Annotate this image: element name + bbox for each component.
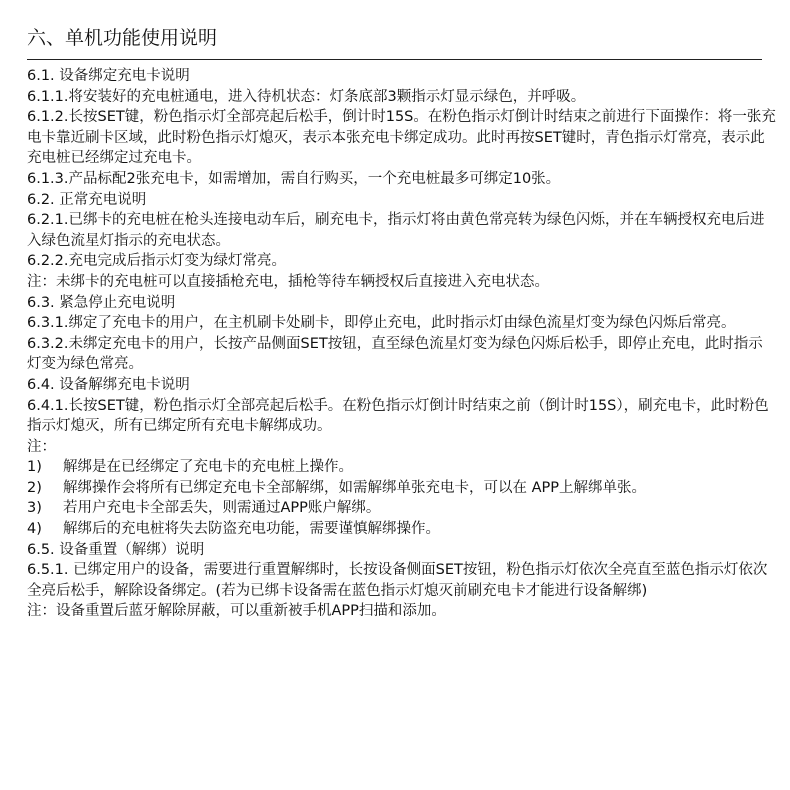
note-number: 1) — [27, 459, 42, 476]
note-number: 3) — [27, 500, 42, 517]
note-item — [27, 498, 777, 519]
paragraph-6-4-1: 6.4.1.长按SET键，粉色指示灯全部亮起后松手。在粉色指示灯倒计时结束之前（倒计时15S），刷充电卡，此时粉色指示灯熄灭，所有已绑定所有充电卡解绑成功。 — [27, 397, 769, 435]
note-text: 解绑后的充电桩将失去防盗充电功能，需要谨慎解绑操作。 — [63, 521, 440, 538]
paragraph-6-3-2: 6.3.2.未绑定充电卡的用户，长按产品侧面SET按钮，直至绿色流星灯变为绿色闪烁后松手，即停止充电，此时指示灯变为绿色常亮。 — [27, 335, 763, 373]
note-text: 解绑是在已经绑定了充电卡的充电桩上操作。 — [63, 459, 353, 476]
paragraph-6-1-1: 6.1.1.将安装好的充电桩通电，进入待机状态：灯条底部3颗指示灯显示绿色，并呼吸。 — [27, 88, 586, 105]
section-heading-6-5: 6.5. 设备重置（解绑）说明 — [27, 541, 205, 558]
document-body — [27, 66, 777, 622]
paragraph-6-1-2: 6.1.2.长按SET键，粉色指示灯全部亮起后松手，倒计时15S。在粉色指示灯倒计时结束之前进行下面操作：将一张充电卡靠近刷卡区域，此时粉色指示灯熄灭，表示本张充电卡绑定成功。此时再按SET键时，青色指示灯常亮，表示此充电桩已经绑定过充电卡。 — [27, 109, 776, 167]
note-number: 2) — [27, 479, 42, 496]
page-title: 六、单机功能使用说明 — [27, 27, 218, 49]
paragraph-6-5-1: 6.5.1. 已绑定用户的设备，需要进行重置解绑时，长按设备侧面SET按钮，粉色指示灯依次全亮直至蓝色指示灯依次全亮后松手，解除设备绑定。(若为已绑卡设备需在蓝色指示灯熄灭前刷充电卡才能进行设备解绑) — [27, 562, 768, 599]
note-text: 若用户充电卡全部丢失，则需通过APP账户解绑。 — [63, 500, 381, 517]
note-item — [27, 457, 777, 478]
paragraph-6-1-3: 6.1.3.产品标配2张充电卡，如需增加，需自行购买，一个充电桩最多可绑定10张。 — [27, 170, 561, 187]
section-heading-6-4: 6.4. 设备解绑充电卡说明 — [27, 376, 190, 393]
note-item — [27, 478, 777, 499]
note-item — [27, 519, 777, 540]
title-divider — [27, 59, 762, 60]
note-text: 解绑操作会将所有已绑定充电卡全部解绑，如需解绑单张充电卡，可以在 APP上解绑单张。 — [63, 479, 647, 496]
section-heading-6-1: 6.1. 设备绑定充电卡说明 — [27, 68, 190, 84]
paragraph-6-2-1: 6.2.1.已绑卡的充电桩在枪头连接电动车后，刷充电卡，指示灯将由黄色常亮转为绿色闪烁，并在车辆授权充电后进入绿色流星灯指示的充电状态。 — [27, 212, 765, 249]
paragraph-6-3-1: 6.3.1.绑定了充电卡的用户，在主机刷卡处刷卡，即停止充电，此时指示灯由绿色流星灯变为绿色闪烁后常亮。 — [27, 315, 736, 332]
note-number: 4) — [27, 521, 42, 538]
note-label: 注： — [27, 438, 56, 455]
paragraph-6-2-2: 6.2.2.充电完成后指示灯变为绿灯常亮。 — [27, 253, 287, 270]
note-6-2: 注：未绑卡的充电桩可以直接插枪充电，插枪等待车辆授权后直接进入充电状态。 — [27, 273, 549, 290]
section-heading-6-3: 6.3. 紧急停止充电说明 — [27, 294, 176, 311]
note-6-5: 注：设备重置后蓝牙解除屏蔽，可以重新被手机APP扫描和添加。 — [27, 603, 446, 620]
section-heading-6-2: 6.2. 正常充电说明 — [27, 191, 147, 208]
